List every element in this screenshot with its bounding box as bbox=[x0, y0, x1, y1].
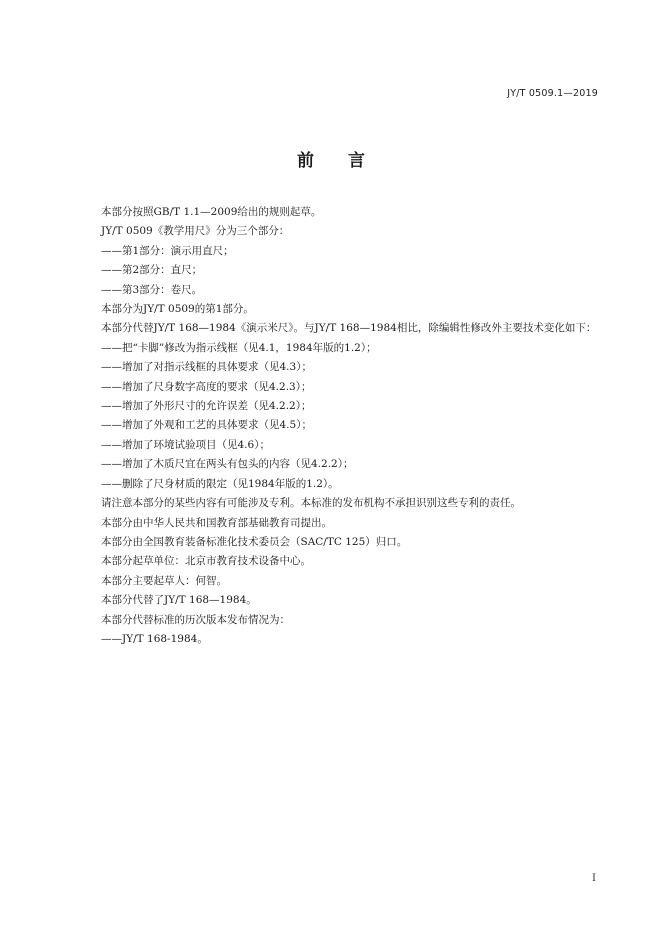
page-number: I bbox=[592, 873, 596, 884]
list-item: ——增加了对指示线框的具体要求（见4.3）； bbox=[101, 361, 312, 374]
paragraph: 本部分主要起草人：何智。 bbox=[101, 574, 227, 587]
paragraph: 本部分代替了JY/T 168—1984。 bbox=[101, 594, 257, 607]
list-item: ——把“卡脚”修改为指示线框（见4.1，1984年版的1.2）； bbox=[101, 341, 377, 354]
list-item: ——增加了木质尺宜在两头有包头的内容（见4.2.2）； bbox=[101, 458, 354, 471]
list-item: ——第1部分：演示用直尺； bbox=[101, 244, 234, 257]
paragraph: JY/T 0509《教学用尺》分为三个部分： bbox=[101, 225, 290, 238]
paragraph: 本部分按照GB/T 1.1—2009给出的规则起草。 bbox=[101, 206, 322, 218]
list-item: ——增加了外形尺寸的允许误差（见4.2.2）； bbox=[101, 400, 312, 413]
list-item: ——第3部分：卷尺。 bbox=[101, 283, 203, 296]
paragraph: 本部分代替JY/T 168—1984《演示米尺》。与JY/T 168—1984相比，除编辑性修改外主要技术变化如下： bbox=[101, 322, 597, 335]
document-code-header: JY/T 0509.1—2019 bbox=[507, 88, 598, 99]
list-item: ——增加了外观和工艺的具体要求（见4.5）； bbox=[101, 419, 312, 432]
paragraph: 请注意本部分的某些内容有可能涉及专利。本标准的发布机构不承担识别这些专利的责任。 bbox=[101, 497, 521, 510]
paragraph: 本部分为JY/T 0509的第1部分。 bbox=[101, 303, 254, 316]
foreword-body bbox=[80, 203, 600, 649]
paragraph: 本部分起草单位：北京市教育技术设备中心。 bbox=[101, 555, 311, 568]
list-item: ——第2部分：直尺； bbox=[101, 264, 203, 277]
paragraph: 本部分代替标准的历次版本发布情况为： bbox=[101, 613, 290, 626]
list-item: ——增加了尺身数字高度的要求（见4.2.3）； bbox=[101, 380, 312, 393]
paragraph: 本部分由中华人民共和国教育部基础教育司提出。 bbox=[101, 516, 332, 529]
list-item: ——增加了环境试验项目（见4.6）； bbox=[101, 438, 270, 451]
list-item: ——JY/T 168-1984。 bbox=[101, 632, 208, 645]
section-title: 前言 bbox=[297, 151, 399, 171]
list-item: ——删除了尺身材质的限定（见1984年版的1.2）。 bbox=[101, 477, 339, 490]
paragraph: 本部分由全国教育装备标准化技术委员会（SAC/TC 125）归口。 bbox=[101, 535, 408, 548]
